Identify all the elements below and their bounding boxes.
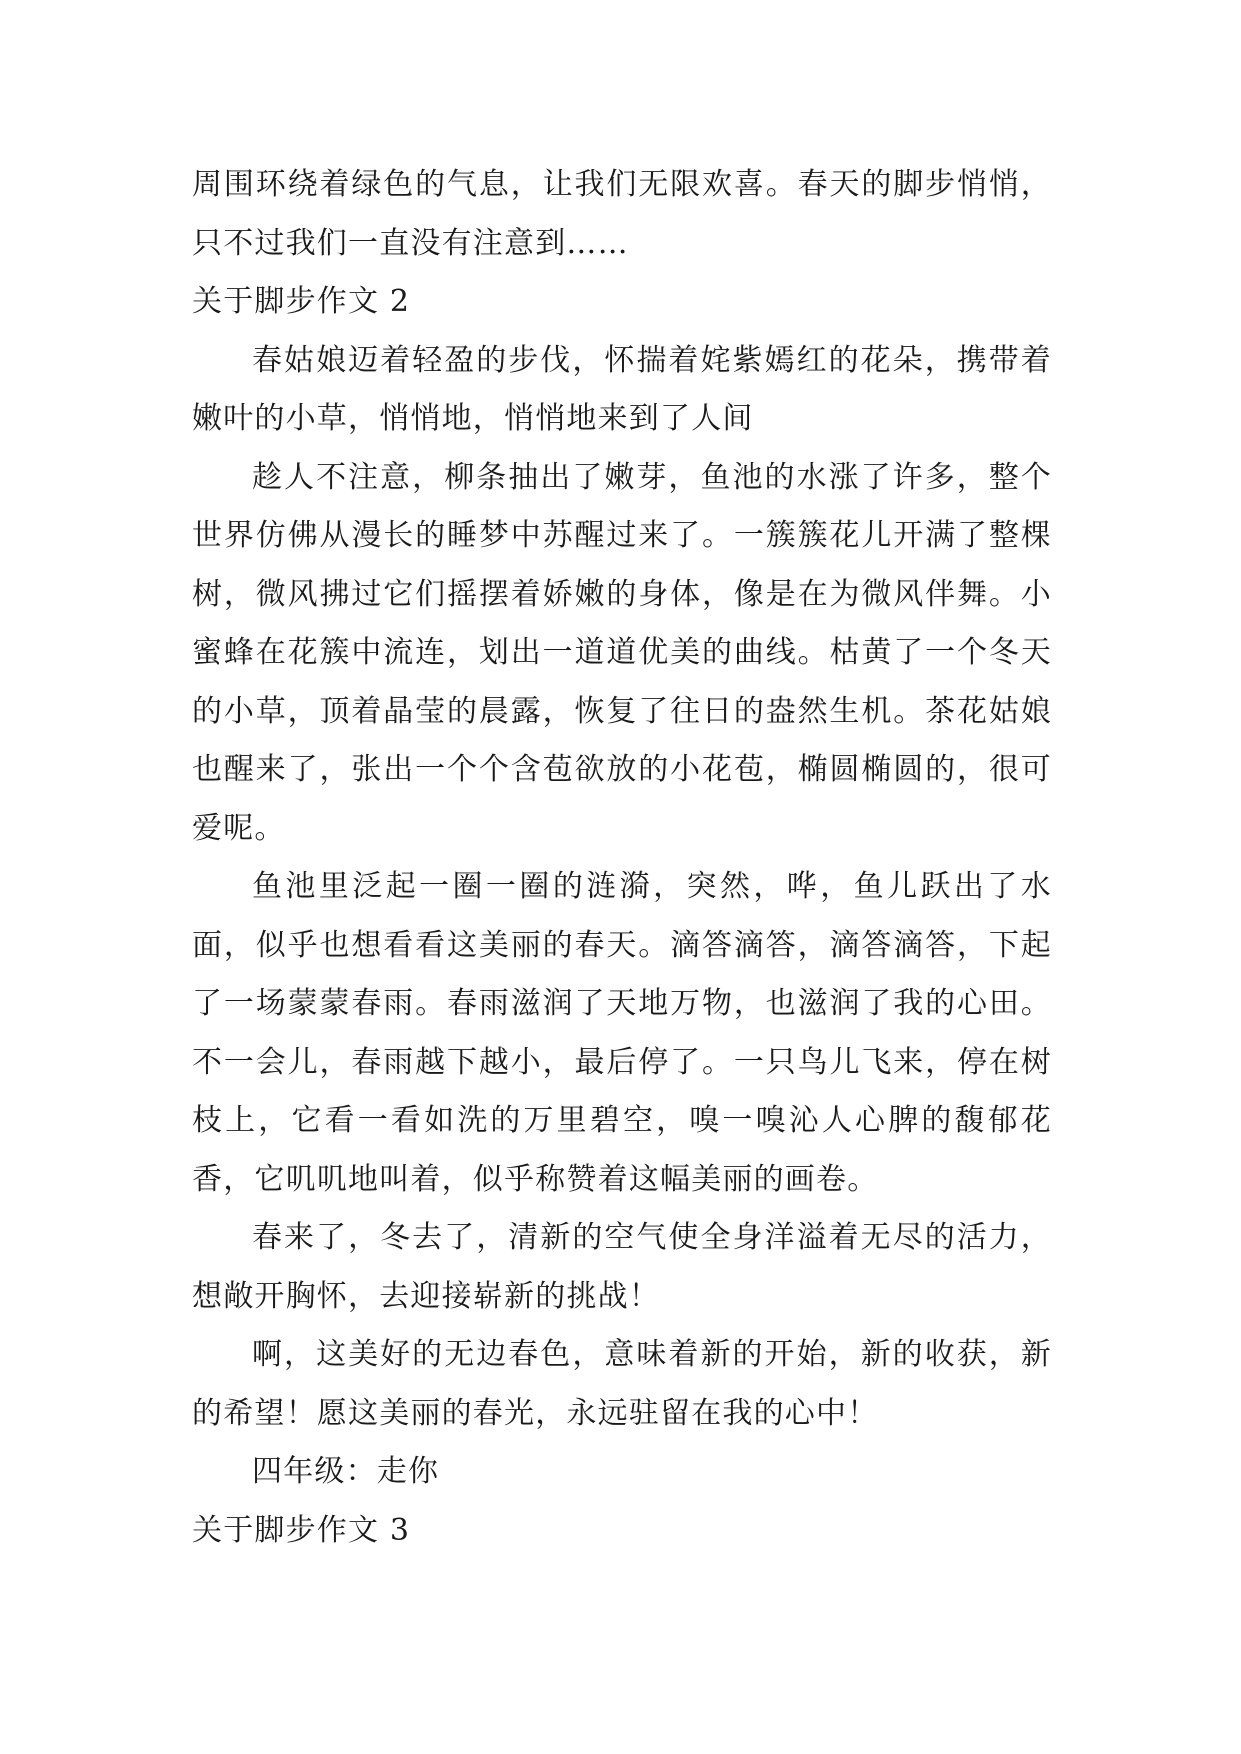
paragraph-fish-pond: 鱼池里泛起一圈一圈的涟漪，突然，哗，鱼儿跃出了水面，似乎也想看看这美丽的春天。滴答滴答，滴答滴答，下起了一场蒙蒙春雨。春雨滋润了天地万物，也滋润了我的心田。不一会儿，春雨越下越小，最后停了。一只鸟儿飞来，停在树枝上，它看一看如洗的万里碧空，嗅一嗅沁人心脾的馥郁花香，它叽叽地叫着，似乎称赞着这幅美丽的画卷。 — [192, 869, 1052, 1197]
section-heading-3: 关于脚步作文 3 — [192, 1512, 411, 1548]
paragraph-hope: 啊，这美好的无边春色，意味着新的开始，新的收获，新的希望！愿这美丽的春光，永远驻留在我的心中！ — [192, 1337, 1052, 1431]
paragraph-intro: 周围环绕着绿色的气息，让我们无限欢喜。春天的脚步悄悄，只不过我们一直没有注意到…… — [192, 167, 1052, 261]
paragraph-willow: 趁人不注意，柳条抽出了嫩芽，鱼池的水涨了许多，整个世界仿佛从漫长的睡梦中苏醒过来了。一簇簇花儿开满了整棵树，微风拂过它们摇摆着娇嫩的身体，像是在为微风伴舞。小蜜蜂在花簇中流连，划出一道道优美的曲线。枯黄了一个冬天的小草，顶着晶莹的晨露，恢复了往日的盎然生机。茶花姑娘也醒来了，张出一个个含苞欲放的小花苞，椭圆椭圆的，很可爱呢。 — [192, 459, 1052, 846]
section-heading-2: 关于脚步作文 2 — [192, 284, 411, 319]
author-line: 四年级：走你 — [252, 1454, 440, 1489]
paragraph-spring-girl: 春姑娘迈着轻盈的步伐，怀揣着姹紫嫣红的花朵，携带着嫩叶的小草，悄悄地，悄悄地来到了人间 — [192, 342, 1052, 436]
document-body — [192, 156, 1052, 1560]
paragraph-spring-came: 春来了，冬去了，清新的空气使全身洋溢着无尽的活力，想敞开胸怀，去迎接崭新的挑战！ — [192, 1220, 1052, 1314]
